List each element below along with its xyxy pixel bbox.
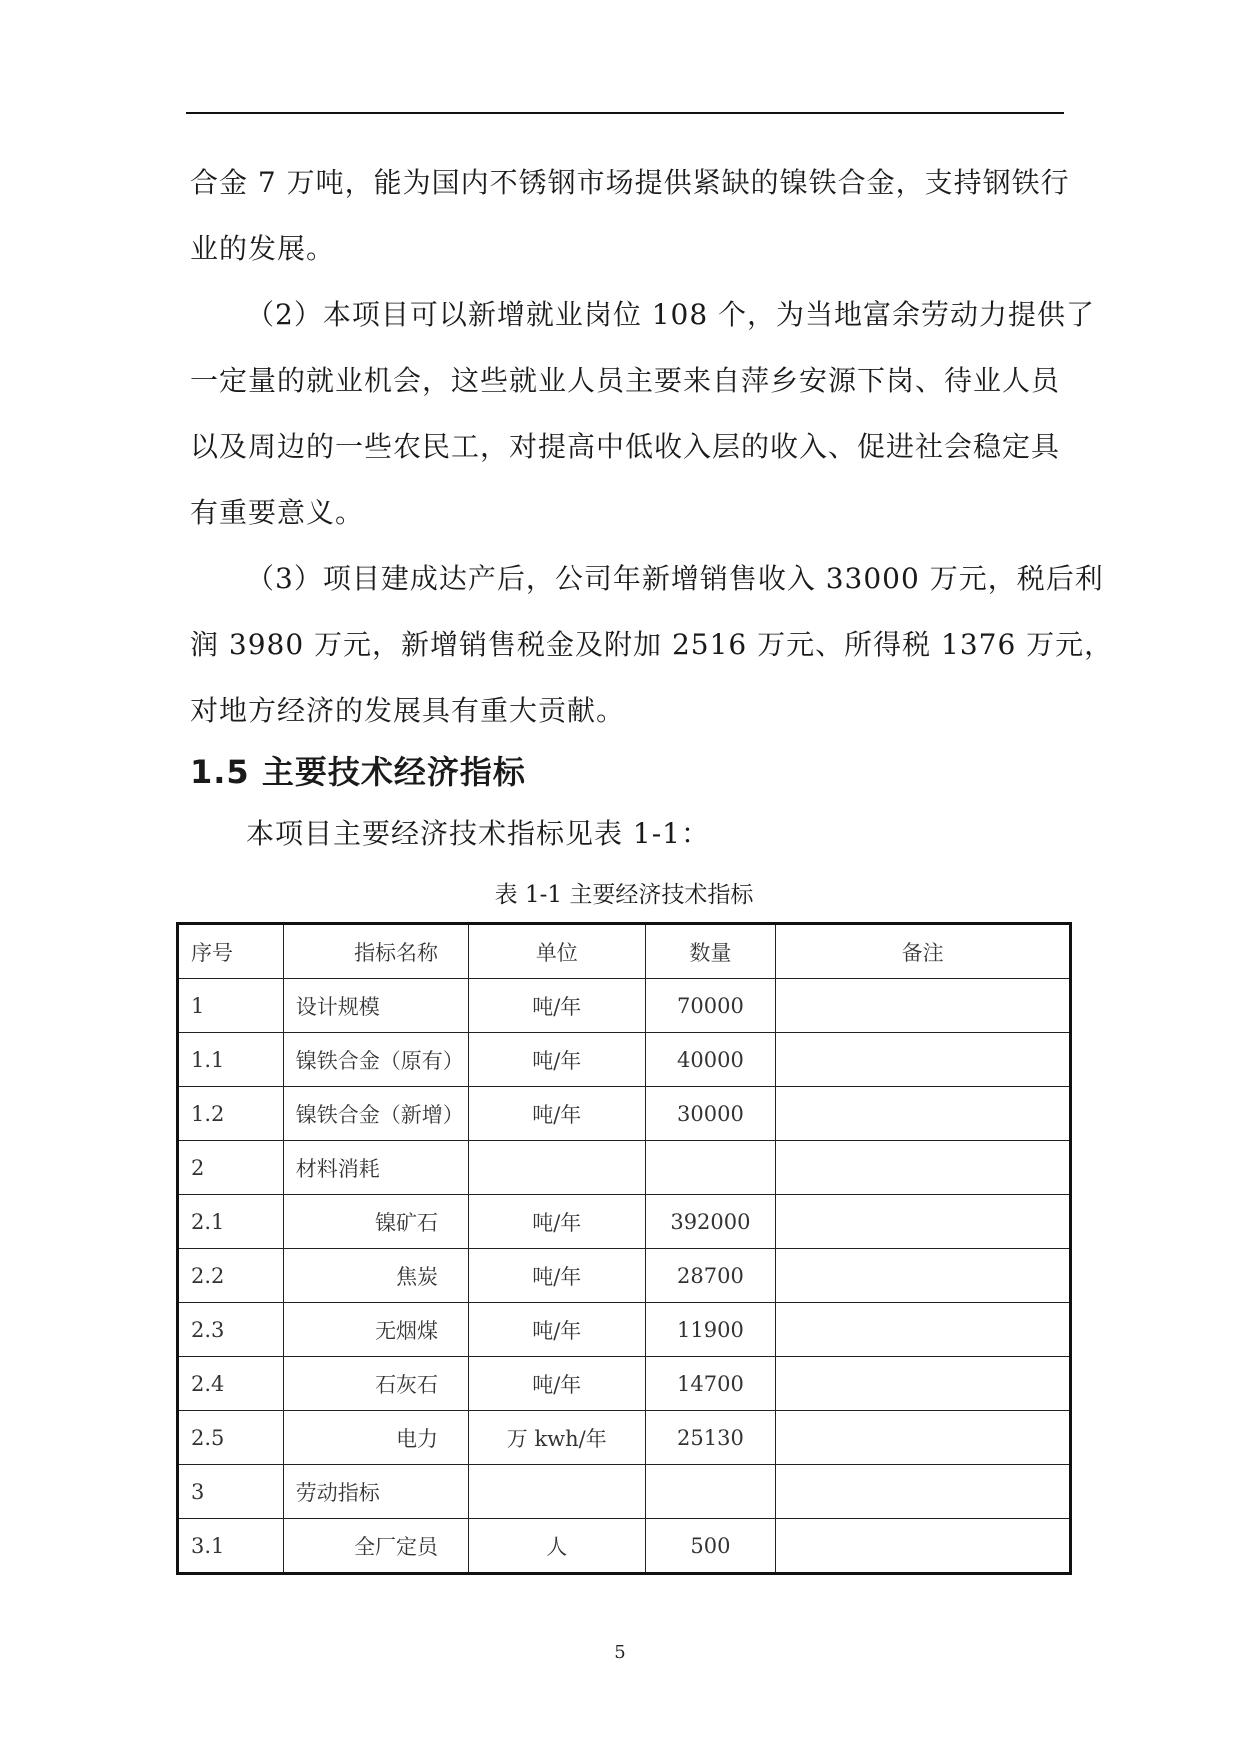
table-row <box>178 1033 1071 1087</box>
cell-remarks <box>776 1357 1071 1411</box>
table-row <box>178 1357 1071 1411</box>
cell-seq: 2.4 <box>178 1357 284 1411</box>
cell-name: 镍铁合金（原有） <box>283 1033 468 1087</box>
cell-seq: 2.3 <box>178 1303 284 1357</box>
cell-remarks <box>776 1087 1071 1141</box>
cell-seq: 2 <box>178 1141 284 1195</box>
table-row <box>178 1249 1071 1303</box>
cell-name: 镍铁合金（新增） <box>283 1087 468 1141</box>
table-intro-text: 本项目主要经济技术指标见表 1-1： <box>246 817 710 850</box>
cell-name: 材料消耗 <box>283 1141 468 1195</box>
paragraph-2-line-2: 一定量的就业机会，这些就业人员主要来自萍乡安源下岗、待业人员 <box>190 364 1061 397</box>
paragraph-2-line-1: （2）本项目可以新增就业岗位 108 个，为当地富余劳动力提供了 <box>246 298 1096 331</box>
cell-name: 镍矿石 <box>283 1195 468 1249</box>
cell-quantity: 500 <box>645 1519 776 1574</box>
cell-quantity: 11900 <box>645 1303 776 1357</box>
cell-unit: 万 kwh/年 <box>469 1411 645 1465</box>
table-row <box>178 1303 1071 1357</box>
cell-unit: 吨/年 <box>469 1087 645 1141</box>
cell-unit <box>469 1141 645 1195</box>
cell-seq: 2.1 <box>178 1195 284 1249</box>
cell-unit: 吨/年 <box>469 1195 645 1249</box>
cell-quantity: 14700 <box>645 1357 776 1411</box>
table-caption: 表 1-1 主要经济技术指标 <box>494 882 754 908</box>
cell-quantity: 28700 <box>645 1249 776 1303</box>
cell-remarks <box>776 1141 1071 1195</box>
paragraph-1-line-1: 合金 7 万吨，能为国内不锈钢市场提供紧缺的镍铁合金，支持钢铁行 <box>190 166 1070 199</box>
cell-remarks <box>776 1519 1071 1574</box>
cell-seq: 1.1 <box>178 1033 284 1087</box>
cell-seq: 3.1 <box>178 1519 284 1574</box>
paragraph-3-line-3: 对地方经济的发展具有重大贡献。 <box>190 694 626 727</box>
cell-quantity: 40000 <box>645 1033 776 1087</box>
table-row <box>178 1465 1071 1519</box>
cell-quantity: 70000 <box>645 979 776 1033</box>
cell-name: 劳动指标 <box>283 1465 468 1519</box>
page-number: 5 <box>614 1642 626 1663</box>
paragraph-2-line-3: 以及周边的一些农民工，对提高中低收入层的收入、促进社会稳定具 <box>190 430 1061 463</box>
paragraph-3-line-1: （3）项目建成达产后，公司年新增销售收入 33000 万元，税后利 <box>246 562 1104 595</box>
paragraph-3-line-2: 润 3980 万元，新增销售税金及附加 2516 万元、所得税 1376 万元， <box>190 628 1114 661</box>
table-row <box>178 1411 1071 1465</box>
cell-quantity <box>645 1465 776 1519</box>
cell-remarks <box>776 1465 1071 1519</box>
cell-name: 石灰石 <box>283 1357 468 1411</box>
cell-quantity: 392000 <box>645 1195 776 1249</box>
table-row <box>178 979 1071 1033</box>
cell-remarks <box>776 1195 1071 1249</box>
header-indicator-name: 指标名称 <box>283 924 468 979</box>
paragraph-2-line-4: 有重要意义。 <box>190 496 365 529</box>
cell-seq: 1.2 <box>178 1087 284 1141</box>
cell-remarks <box>776 1033 1071 1087</box>
cell-remarks <box>776 979 1071 1033</box>
cell-name: 全厂定员 <box>283 1519 468 1574</box>
cell-name: 焦炭 <box>283 1249 468 1303</box>
header-seq: 序号 <box>178 924 284 979</box>
cell-quantity: 25130 <box>645 1411 776 1465</box>
header-quantity: 数量 <box>645 924 776 979</box>
header-remarks: 备注 <box>776 924 1071 979</box>
cell-unit <box>469 1465 645 1519</box>
cell-name: 电力 <box>283 1411 468 1465</box>
cell-unit: 吨/年 <box>469 1303 645 1357</box>
cell-quantity <box>645 1141 776 1195</box>
cell-quantity: 30000 <box>645 1087 776 1141</box>
table-row <box>178 1519 1071 1574</box>
cell-unit: 吨/年 <box>469 1033 645 1087</box>
cell-seq: 3 <box>178 1465 284 1519</box>
cell-seq: 1 <box>178 979 284 1033</box>
paragraph-1-line-2: 业的发展。 <box>190 232 336 265</box>
table-row <box>178 1195 1071 1249</box>
cell-remarks <box>776 1249 1071 1303</box>
cell-unit: 吨/年 <box>469 1357 645 1411</box>
cell-unit: 吨/年 <box>469 1249 645 1303</box>
cell-unit: 人 <box>469 1519 645 1574</box>
cell-remarks <box>776 1411 1071 1465</box>
table-header-row <box>178 924 1071 979</box>
table-row <box>178 1087 1071 1141</box>
indicators-table <box>176 922 1072 1575</box>
section-heading: 1.5 主要技术经济指标 <box>190 753 526 791</box>
cell-name: 设计规模 <box>283 979 468 1033</box>
header-rule <box>186 112 1064 114</box>
table-row <box>178 1141 1071 1195</box>
cell-seq: 2.2 <box>178 1249 284 1303</box>
cell-remarks <box>776 1303 1071 1357</box>
cell-seq: 2.5 <box>178 1411 284 1465</box>
header-unit: 单位 <box>469 924 645 979</box>
cell-unit: 吨/年 <box>469 979 645 1033</box>
cell-name: 无烟煤 <box>283 1303 468 1357</box>
